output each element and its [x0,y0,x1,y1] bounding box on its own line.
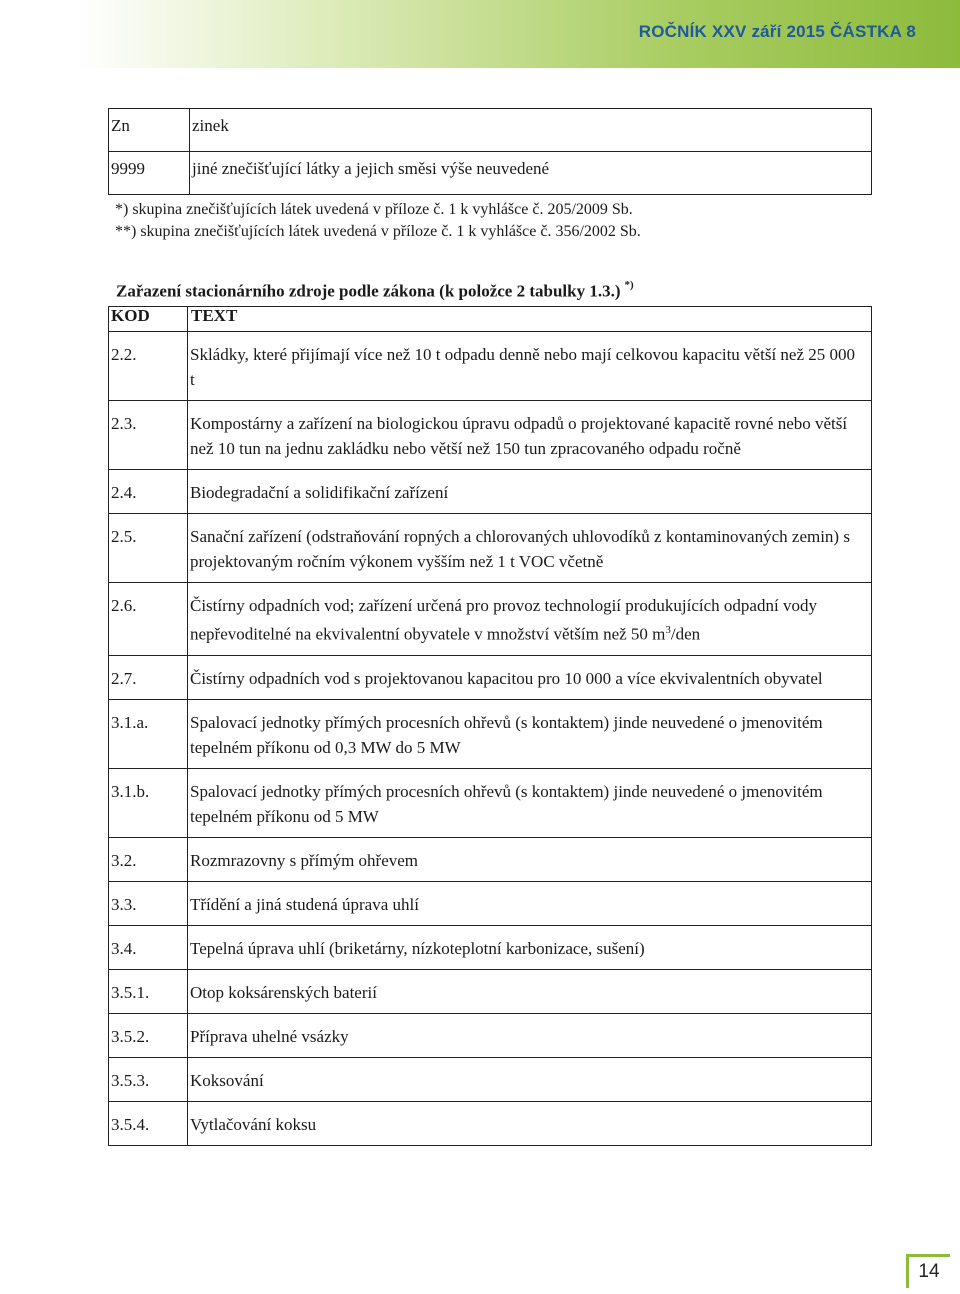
row-code: 3.3. [109,881,188,925]
row-text: Biodegradační a solidifikační zařízení [188,470,872,514]
row-text: Vytlačování koksu [188,1101,872,1145]
row-code: 2.7. [109,655,188,699]
footnotes [115,199,641,243]
table-row [109,837,872,881]
row-text: Čistírny odpadních vod s projektovanou kapacitou pro 10 000 a více ekvivalentních obyvatel [188,655,872,699]
table-row [109,1101,872,1145]
table-row [109,881,872,925]
table-row [109,514,872,583]
row-text-tail: /den [670,624,701,644]
row-code: 3.1.a. [109,699,188,768]
row-code: 3.5.3. [109,1057,188,1101]
footnote-1: *) skupina znečišťujících látek uvedená v příloze č. 1 k vyhlášce č. 205/2009 Sb. [115,201,633,218]
row-text: Skládky, které přijímají více než 10 t odpadu denně nebo mají celkovou kapacitu větší než 25 000 t [188,332,872,401]
row-text-sup: 3 [665,624,671,636]
pollutant-table [108,108,872,195]
row-code: Zn [109,109,190,152]
row-text: Třídění a jiná studená úprava uhlí [188,881,872,925]
table-row [109,655,872,699]
row-text: Příprava uhelné vsázky [188,1013,872,1057]
table-row [109,969,872,1013]
footnote-2: **) skupina znečišťujících látek uvedená v příloze č. 1 k vyhlášce č. 356/2002 Sb. [115,223,641,240]
table-row [109,109,872,152]
table-row [109,1013,872,1057]
row-code: 3.5.1. [109,969,188,1013]
table-row [109,401,872,470]
table-row [109,332,872,401]
row-text: Spalovací jednotky přímých procesních ohřevů (s kontaktem) jinde neuvedené o jmenovitém tepelném příkonu od 0,3 MW do 5 MW [188,699,872,768]
row-code: 2.2. [109,332,188,401]
row-text: jiné znečišťující látky a jejich směsi výše neuvedené [190,152,872,195]
row-code: 2.4. [109,470,188,514]
source-classification-table [108,306,872,1146]
row-text: Sanační zařízení (odstraňování ropných a chlorovaných uhlovodíků z kontaminovaných zemin) s projektovaným ročním výkonem vyšším než 1 t VOC včetně [188,514,872,583]
section-title-text: Zařazení stacionárního zdroje podle zákona (k položce 2 tabulky 1.3.) [116,281,621,301]
header-text: TEXT [191,306,238,325]
table-row [109,152,872,195]
table-row [109,699,872,768]
header-title: ROČNÍK XXV září 2015 ČÁSTKA 8 [638,22,916,41]
section-title-sup: *) [624,279,634,291]
section-title [116,281,634,302]
row-text: Kompostárny a zařízení na biologickou úpravu odpadů o projektované kapacitě rovné nebo větší než 10 tun na jednu zakládku nebo větší než 150 tun zpracovaného odpadu ročně [188,401,872,470]
page-number: 14 [918,1261,940,1282]
row-text: Rozmrazovny s přímým ohřevem [188,837,872,881]
table-row [109,925,872,969]
table-row [109,470,872,514]
row-code: 3.5.4. [109,1101,188,1145]
row-code: 9999 [109,152,190,195]
row-code: 2.3. [109,401,188,470]
table-row [109,583,872,656]
row-text [188,583,872,656]
row-text: Koksování [188,1057,872,1101]
row-code: 3.5.2. [109,1013,188,1057]
table-row [109,768,872,837]
row-text-main: Čistírny odpadních vod; zařízení určená pro provoz technologií produkujících odpadní vody nepřevoditelné na ekvivalentní obyvatele v množství větším než 50 m [190,596,817,644]
row-code: 3.2. [109,837,188,881]
row-text: Otop koksárenských baterií [188,969,872,1013]
row-text: Spalovací jednotky přímých procesních ohřevů (s kontaktem) jinde neuvedené o jmenovitém tepelném příkonu od 5 MW [188,768,872,837]
row-code: 2.6. [109,583,188,656]
row-text: Tepelná úprava uhlí (briketárny, nízkoteplotní karbonizace, sušení) [188,925,872,969]
row-code: 3.1.b. [109,768,188,837]
row-text: zinek [190,109,872,152]
row-code: 2.5. [109,514,188,583]
table-row [109,1057,872,1101]
row-code: 3.4. [109,925,188,969]
header-code: KOD [111,306,150,325]
